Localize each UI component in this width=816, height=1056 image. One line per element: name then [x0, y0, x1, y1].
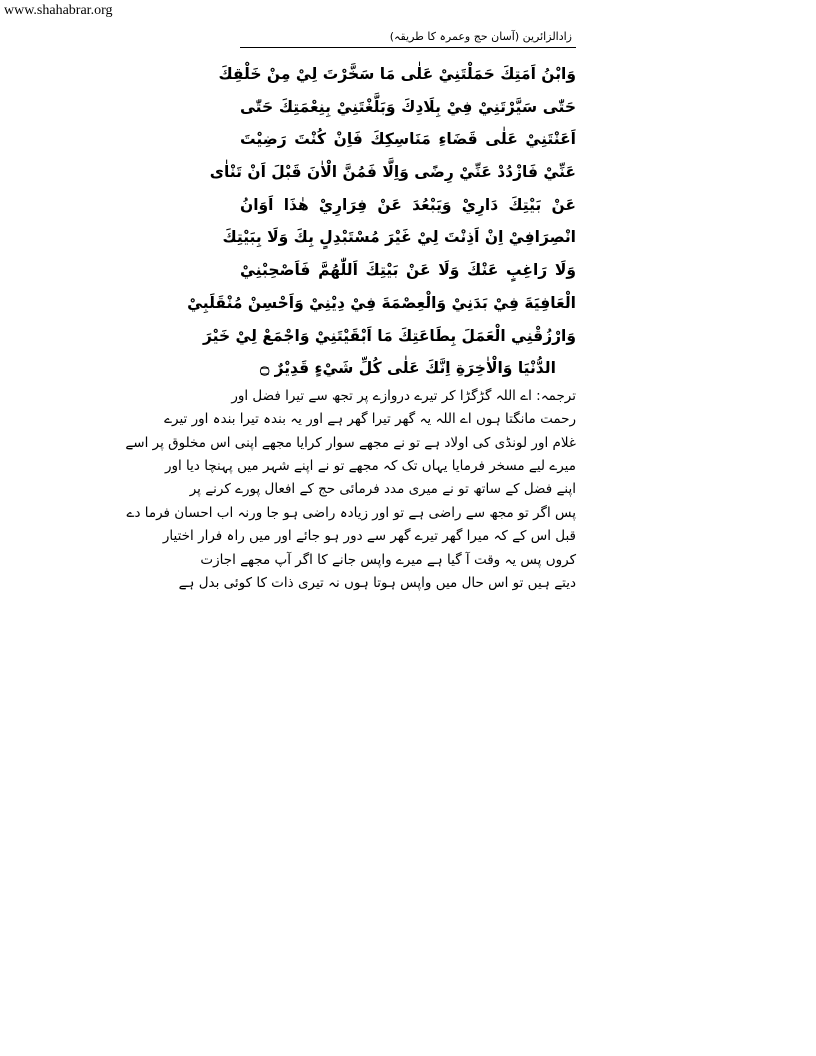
arabic-line: عَنِّيْ فَازْدُدْ عَنِّيْ رِضًى وَاِلَّا فَمُنَّ الْاٰنَ قَبْلَ اَنْ تَنْاٰى	[209, 163, 576, 182]
translation-line: اپنے فضل کے ساتھ تو نے میری مدد فرمائی حج کے افعال پورے کرنے پر	[189, 481, 576, 498]
running-header: زادالزائرین (آسان حج وعمرہ کا طریقہ)	[240, 27, 576, 48]
arabic-line: حَتّٰى سَيَّرْتَنِيْ فِيْ بِلَادِكَ وَبَلَّغْتَنِيْ بِنِعْمَتِكَ حَتّٰى	[240, 97, 576, 116]
page-content	[125, 27, 576, 595]
arabic-line: عَنْ بَيْتِكَ دَارِيْ وَيَبْعُدَ عَنْ فِرَارِيْ هٰذَا اَوَانُ	[240, 195, 576, 214]
translation-line: غلام اور لونڈی کی اولاد ہے تو نے مجھے سوار کرایا مجھے اپنی اس مخلوق پر اسے	[125, 434, 576, 451]
arabic-line: الدُّنْيَا وَالْاٰخِرَةِ اِنَّكَ عَلٰى كُلِّ شَيْءٍ قَدِيْرٌ ۝	[260, 359, 556, 378]
translation-line: ترجمہ: اے اللہ گڑگڑا کر تیرے دروازے پر تجھ سے تیرا فضل اور	[231, 387, 576, 404]
translation-line: کروں پس یہ وقت آ گیا ہے میرے واپس جانے کا اگر آپ مجھے اجازت	[200, 551, 576, 568]
arabic-line: اَعَنْتَنِيْ عَلٰى قَضَاءِ مَنَاسِكِكَ فَاِنْ كُنْتَ رَضِيْتَ	[240, 130, 576, 149]
site-url: www.shahabrar.org	[4, 3, 113, 18]
translation-line: قبل اس کے کہ میرا گھر تیرے گھر سے دور ہو جائے اور میں راہ فرار اختیار	[162, 528, 576, 545]
urdu-translation	[125, 385, 576, 596]
translation-line: رحمت مانگتا ہوں اے اللہ یہ گھر تیرا گھر ہے اور یہ بندہ تیرا بندہ اور تیرے	[164, 411, 576, 428]
translation-line: میرے لیے مسخر فرمایا یہاں تک کہ مجھے تو نے اپنے شہر میں پہنچا دیا اور	[164, 458, 576, 475]
translation-line: دیتے ہیں تو اس حال میں واپس ہوتا ہوں نہ تیری ذات کا کوئی بدل ہے	[178, 575, 576, 591]
arabic-supplication	[187, 58, 576, 385]
arabic-line: وَابْنُ اَمَتِكَ حَمَلْتَنِيْ عَلٰى مَا سَخَّرْتَ لِيْ مِنْ خَلْقِكَ	[218, 65, 576, 83]
arabic-line: وَلَا رَاغِبٍ عَنْكَ وَلَا عَنْ بَيْتِكَ اَللّٰهُمَّ فَاَصْحِبْنِيْ	[240, 261, 576, 280]
arabic-line: وَارْزُقْنِي الْعَمَلَ بِطَاعَتِكَ مَا اَبْقَيْتَنِيْ وَاجْمَعْ لِيْ خَيْرَ	[202, 326, 576, 345]
arabic-line: انْصِرَافِيْ اِنْ اَذِنْتَ لِيْ غَيْرَ مُسْتَبْدِلٍ بِكَ وَلَا بِبَيْتِكَ	[222, 228, 576, 247]
arabic-line: الْعَافِيَةَ فِيْ بَدَنِيْ وَالْعِصْمَةَ فِيْ دِيْنِيْ وَاَحْسِنْ مُنْقَلَبِيْ	[187, 293, 576, 312]
translation-line: پس اگر تو مجھ سے راضی ہے تو اور زیادہ راضی ہو جا ورنہ اب احسان فرما دے	[126, 504, 576, 521]
